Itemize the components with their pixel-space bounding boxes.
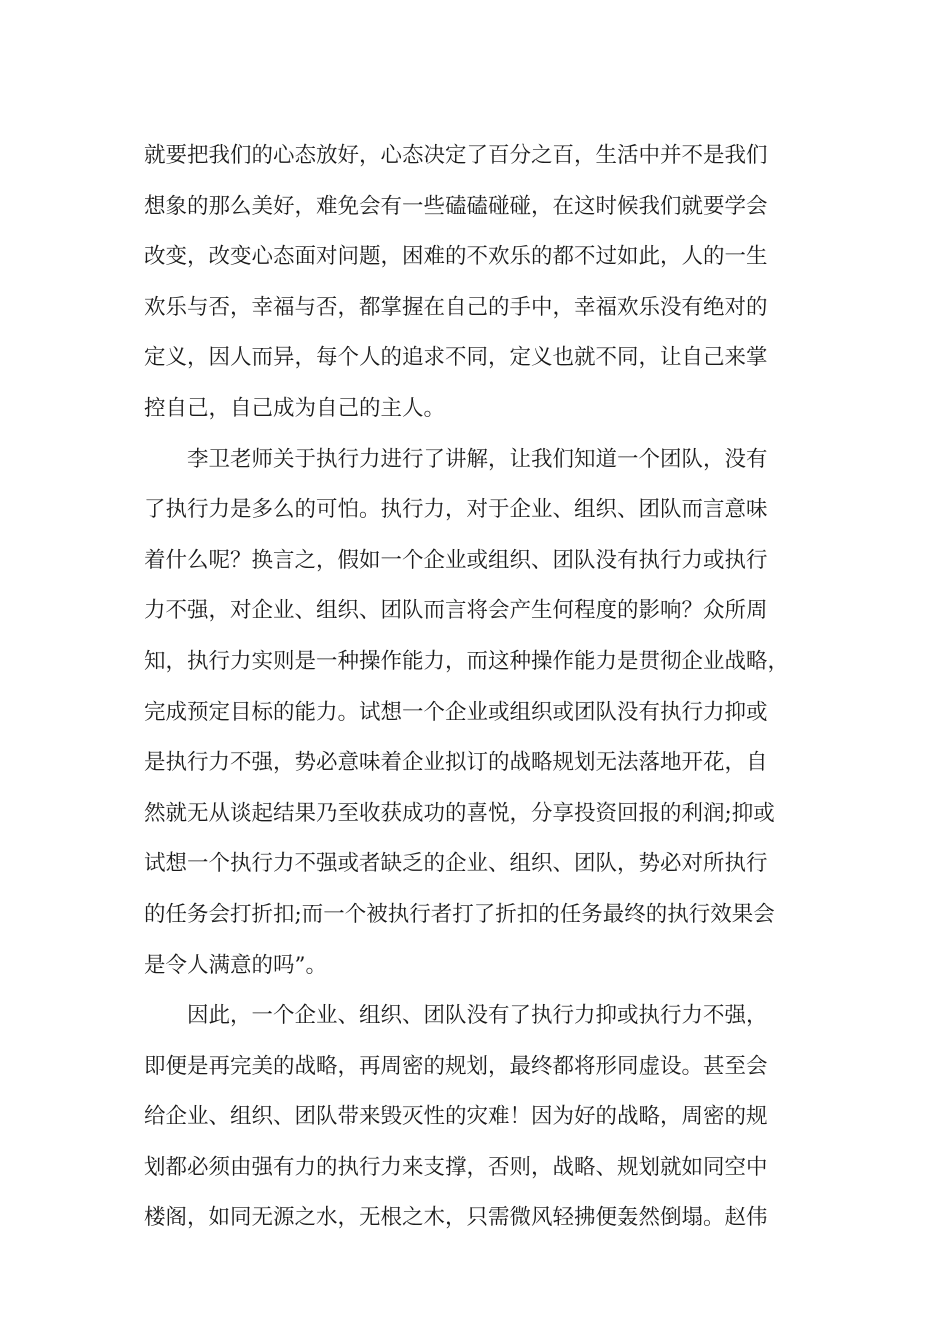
document-body — [144, 131, 824, 1244]
text-line: 着什么呢？换言之，假如一个企业或组织、团队没有执行力或执行 — [144, 547, 768, 573]
paragraph-1 — [144, 131, 824, 435]
paragraph-2 — [144, 435, 824, 992]
text-line: 定义，因人而异，每个人的追求不同，定义也就不同，让自己来掌 — [144, 345, 768, 371]
text-line: 楼阁，如同无源之水，无根之木，只需微风轻拂便轰然倒塌。赵伟 — [144, 1205, 768, 1231]
text-line: 了执行力是多么的可怕。执行力，对于企业、组织、团队而言意味 — [144, 497, 768, 523]
text-line: 然就无从谈起结果乃至收获成功的喜悦，分享投资回报的利润;抑或 — [144, 800, 775, 826]
text-line: 完成预定目标的能力。试想一个企业或组织或团队没有执行力抑或 — [144, 699, 768, 725]
text-line: 的任务会打折扣;而一个被执行者打了折扣的任务最终的执行效果会 — [144, 901, 775, 927]
text-line: 即便是再完美的战略，再周密的规划，最终都将形同虚设。甚至会 — [144, 1053, 768, 1079]
text-line: 想象的那么美好，难免会有一些磕磕碰碰，在这时候我们就要学会 — [144, 193, 768, 219]
paragraph-3 — [144, 991, 824, 1244]
text-line: 就要把我们的心态放好，心态决定了百分之百，生活中并不是我们 — [144, 143, 768, 168]
text-line: 给企业、组织、团队带来毁灭性的灾难！因为好的战略，周密的规 — [144, 1104, 768, 1130]
text-line: 试想一个执行力不强或者缺乏的企业、组织、团队，势必对所执行 — [144, 851, 768, 877]
text-line: 力不强，对企业、组织、团队而言将会产生何程度的影响？众所周 — [144, 598, 768, 624]
text-line: 李卫老师关于执行力进行了讲解，让我们知道一个团队，没有 — [187, 446, 768, 472]
text-line: 是执行力不强，势必意味着企业拟订的战略规划无法落地开花，自 — [144, 750, 768, 776]
text-line: 因此，一个企业、组织、团队没有了执行力抑或执行力不强， — [187, 1003, 768, 1029]
text-line: 改变，改变心态面对问题，困难的不欢乐的都不过如此，人的一生 — [144, 244, 768, 270]
text-line: 欢乐与否，幸福与否，都掌握在自己的手中，幸福欢乐没有绝对的 — [144, 294, 768, 320]
text-line: 划都必须由强有力的执行力来支撑，否则，战略、规划就如同空中 — [144, 1154, 768, 1180]
text-line: 知，执行力实则是一种操作能力，而这种操作能力是贯彻企业战略， — [144, 648, 790, 674]
text-line: 控自己，自己成为自己的主人。 — [144, 395, 446, 421]
text-line: 是令人满意的吗”。 — [144, 952, 327, 978]
